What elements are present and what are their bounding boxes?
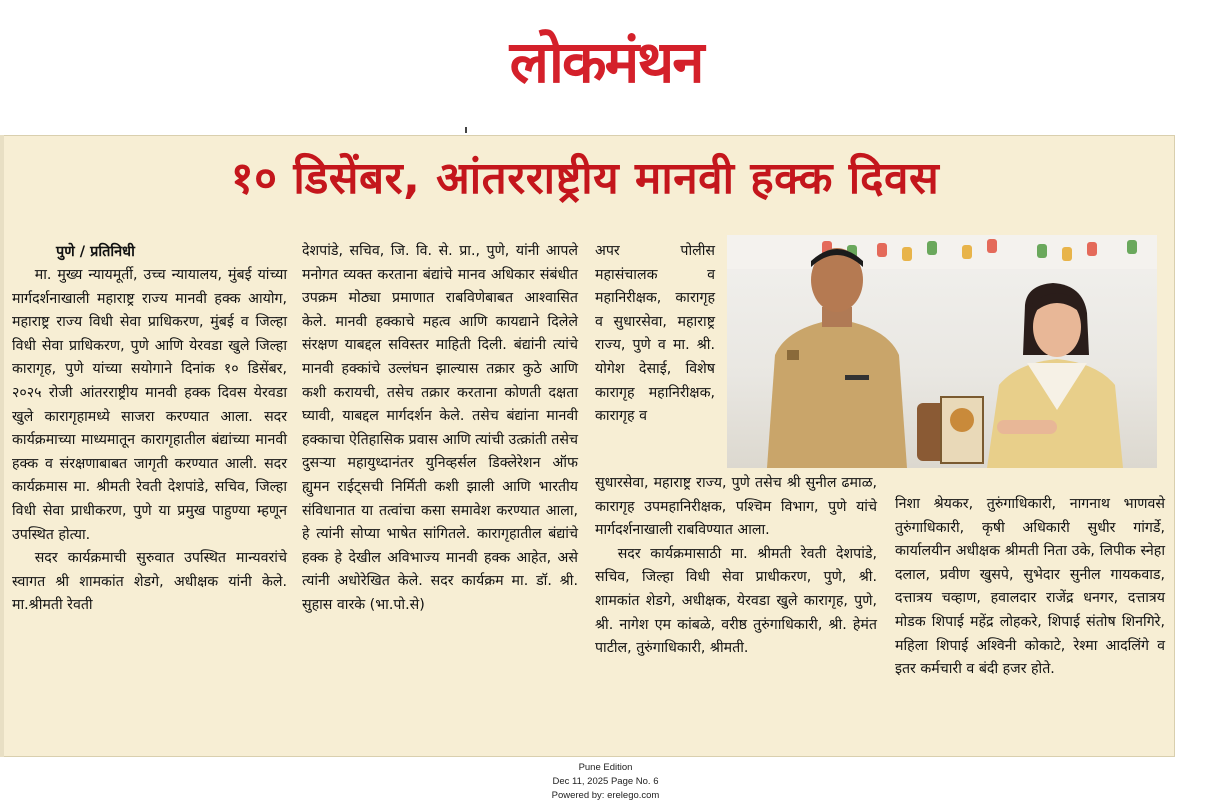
article-column-3-top <box>595 240 715 429</box>
masthead <box>0 0 1211 128</box>
book-figure <box>917 397 983 463</box>
clipping-edge <box>0 135 4 757</box>
photo-illustration <box>727 235 1157 468</box>
bunting-decoration <box>727 235 1157 269</box>
paragraph: अपर पोलीस महासंचालक व महानिरीक्षक, कारागृह व सुधारसेवा, महाराष्ट्र राज्य, पुणे व मा. श्री. योगेश देसाई, विशेष कारागृह महानिरीक्षक, कारागृह व <box>595 243 715 425</box>
paragraph: सुधारसेवा, महाराष्ट्र राज्य, पुणे तसेच श्री सुनील ढमाळ, कारागृह उपमहानिरीक्षक, पश्चिम विभाग, पुणे यांचे मार्गदर्शनाखाली राबविण्यात आला. <box>595 475 877 539</box>
event-photo <box>727 235 1157 468</box>
paragraph: मा. मुख्य न्यायमूर्ती, उच्च न्यायालय, मुंबई यांच्या मार्गदर्शनाखाली महाराष्ट्र राज्य मानवी हक्क आयोग, महाराष्ट्र राज्य विधी सेवा प्राधिकरण, मुंबई व जिल्हा विधी सेवा प्राधिकरण, पुणे आणि येरवडा खुले जिल्हा कारागृह, पुणे यांच्या सयोगाने दिनांक १० डिसेंबर, २०२५ रोजी आंतरराष्ट्रीय मानवी हक्क दिवस येरवडा खुले कारागृहामध्ये साजरा करण्यात आला. सदर कार्यक्रमाच्या माध्यमातून कारागृहातील बंद्यांच्या मानवी हक्क व संरक्षणाबाबत जागृती करण्यात आली. सदर कार्यक्रमास मा. श्रीमती रेवती देशपांडे, सचिव, जिल्हा विधी सेवा प्राधीकरण, पुणे या प्रमुख पाहुण्या म्हणून उपस्थित होत्या. <box>12 267 287 543</box>
powered-by-link[interactable]: Powered by: erelego.com <box>551 790 660 801</box>
article-column-2 <box>302 240 578 618</box>
page-footer <box>0 761 1211 803</box>
article-column-4 <box>895 493 1165 682</box>
headline: १० डिसेंबर, आंतरराष्ट्रीय मानवी हक्क दिवस <box>230 153 940 204</box>
article-column-3-bottom <box>595 472 877 661</box>
edition-label: Pune Edition <box>578 762 633 773</box>
paragraph: सदर कार्यक्रमाची सुरुवात उपस्थित मान्यवरांचे स्वागत श्री शामकांत शेडगे, अधीक्षक यांनी केले. मा.श्रीमती रेवती <box>12 550 287 614</box>
byline: पुणे / प्रतिनिधी <box>56 244 135 260</box>
date-page-label: Dec 11, 2025 Page No. 6 <box>552 776 659 787</box>
paragraph: सदर कार्यक्रमासाठी मा. श्रीमती रेवती देशपांडे, सचिव, जिल्हा विधी सेवा प्राधीकरण, पुणे, श्री. शामकांत शेडगे, अधीक्षक, येरवडा खुले कारागृह, पुणे, श्री. नागेश एम कांबळे, वरीष्ठ तुरुंगाधिकारी, श्री. हेमंत पाटील, तुरुंगाधिकारी, श्रीमती. <box>595 545 877 657</box>
officer-figure <box>767 248 907 468</box>
paragraph: निशा श्रेयकर, तुरुंगाधिकारी, नागनाथ भाणवसे तुरुंगाधिकारी, कृषी अधिकारी सुधीर गांगर्डे, कार्यालयीन अधीक्षक श्रीमती निता उके, लिपीक स्नेहा दलाल, प्रवीण खुसपे, सुभेदार सुनील गायकवाड, दत्तात्रय चव्हाण, हवालदार राजेंद्र धनगर, दत्तात्रय मोडक शिपाई महेंद्र लोहकरे, शिपाई संतोष शिनगिरे, महिला शिपाई अश्विनी कोकाटे, रेश्मा आदलिंगे व इतर कर्मचारी व बंदी हजर होते. <box>895 496 1165 678</box>
divider-tick <box>465 127 467 133</box>
article-column-1 <box>12 240 287 618</box>
paragraph: देशपांडे, सचिव, जि. वि. से. प्रा., पुणे, यांनी आपले मनोगत व्यक्त करताना बंद्यांचे मानव अधिकार संबंधीत उपक्रम मोठ्या प्रमाणात राबविणेबाबत आश्वासित केले. मानवी हक्काचे महत्व आणि कायद्याने दिलेले संरक्षण याबद्दल सविस्तर माहिती दिली. बंद्यांनी त्यांचे मानवी हक्कांचे उल्लंघन झाल्यास तक्रार कुठे आणि कशी करायची, तसेच तक्रार करताना कोणती दक्षता घ्यावी, याबद्दल मार्गदर्शन केले. तसेच बंद्यांना मानवी हक्काचा ऐतिहासिक प्रवास आणि त्यांची उत्क्रांती तसेच दुसऱ्या महायुध्दानंतर युनिव्हर्सल डिक्लेरेशन ऑफ ह्युमन राईट्सची निर्मिती कशी झाली आणि भारतीय संविधानात या तत्वांचा कसा समावेश करण्यात आला, हे त्यांनी सोप्या भाषेत सांगितले. कारागृहातील बंद्यांचे हक्क हे देखील अविभाज्य मानवी हक्क आहेत, असे त्यांनी अधोरेखित केले. सदर कार्यक्रम मा. डॉ. श्री. सुहास वारके (भा.पो.से) <box>302 243 578 613</box>
newspaper-logo: लोकमंथन <box>509 28 703 96</box>
woman-figure <box>987 283 1123 468</box>
